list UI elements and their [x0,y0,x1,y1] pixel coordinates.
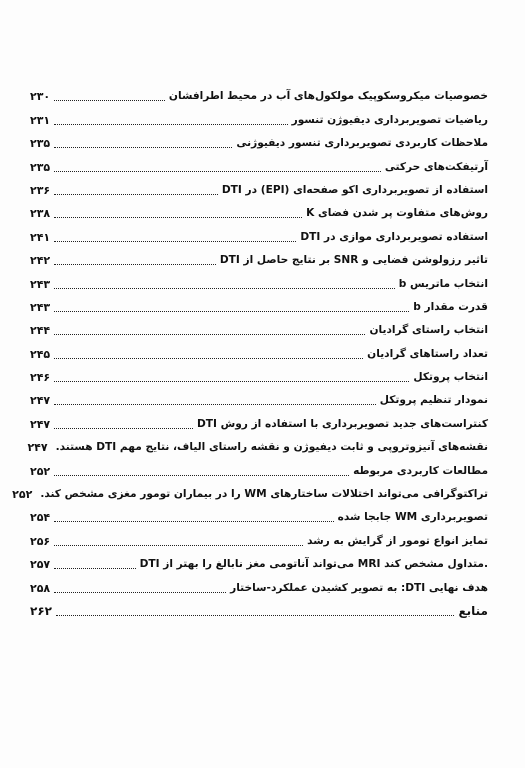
table-of-contents [12,84,488,622]
dot-leader [54,358,363,359]
toc-entry [30,84,488,107]
dot-leader [54,194,218,195]
toc-entry [12,482,488,505]
toc-entry [30,154,488,177]
toc-entry-title: تصویربرداری WM جابجا شده [337,511,488,524]
toc-entry-page: ۲۳۵ [30,160,51,174]
toc-entry [27,435,488,458]
toc-entry-page: ۲۴۷ [27,441,48,455]
toc-entry-title: ملاحظات کاربردی تصویربرداری تنسور دیفیوژنی [236,137,488,150]
toc-entry [30,341,488,364]
toc-entry-page: ۲۵۸ [30,581,51,595]
dot-leader [54,545,303,546]
toc-entry-page: ۲۵۶ [30,534,51,548]
toc-entry [30,224,488,247]
toc-entry-title: آرتیفکت‌های حرکتی [384,160,488,173]
toc-entry-page: ۲۵۲ [30,464,51,478]
toc-entry [30,365,488,388]
dot-leader [54,428,193,429]
toc-entry-page: ۲۵۲ [12,488,33,502]
toc-entry-title: تاثیر رزولوشن فضایی و SNR بر نتایج حاصل از DTI [219,254,488,267]
toc-entry-page: ۲۴۳ [30,277,51,291]
toc-entry-title: هدف نهایی DTI: به تصویر کشیدن عملکرد-ساختار [230,581,488,594]
dot-leader [54,171,381,172]
toc-entry [30,131,488,154]
toc-entry [30,388,488,411]
dot-leader [54,124,288,125]
toc-entry-title: استفاده از تصویربرداری اکو صفحه‌ای (EPI) در DTI [221,183,488,196]
toc-entry [30,201,488,224]
dot-leader [54,521,333,522]
toc-entry-title: تمایز انواع تومور از گرایش به رشد [307,534,488,547]
toc-entry [30,411,488,434]
toc-entry-title: تراکتوگرافی می‌تواند اختلالات ساختارهای WM را در بیماران تومور مغزی مشخص کند. [40,488,488,501]
toc-entry-page: ۲۳۰ [30,90,51,104]
toc-entry [30,552,488,575]
toc-entry-title: استفاده تصویربرداری موازی در DTI [300,230,488,243]
toc-entry-page: ۲۴۷ [30,394,51,408]
toc-entry-page: ۲۵۷ [30,558,51,572]
toc-entry-title: DTI می‌تواند آناتومی مغز نابالغ را بهتر از MRI متداول مشخص کند. [139,558,488,571]
dot-leader [54,475,349,476]
toc-entry [30,248,488,271]
toc-entry-page: ۲۴۲ [30,254,51,268]
toc-entry-title: نمودار تنظیم پروتکل [379,394,488,407]
dot-leader [54,100,165,101]
dot-leader [54,404,376,405]
toc-entry-title: انتخاب پروتکل [413,371,488,384]
toc-entry-title: ریاضیات تصویربرداری دیفیوژن تنسور [291,113,488,126]
toc-entry-title: منابع [458,603,488,618]
toc-entry [30,295,488,318]
toc-entry-title: مطالعات کاربردی مربوطه [353,464,488,477]
toc-entry-page: ۲۴۱ [30,230,51,244]
toc-entry-title: کنتراست‌های جدید تصویربرداری با استفاده از روش DTI [196,417,488,430]
dot-leader [54,311,409,312]
dot-leader [54,568,135,569]
toc-entry-title: خصوصیات میکروسکوپیک مولکول‌های آب در محیط اطرافشان [168,90,488,103]
dot-leader [54,264,216,265]
toc-entry [30,271,488,294]
dot-leader [56,615,454,616]
dot-leader [54,334,365,335]
toc-entry [30,107,488,130]
toc-entry-page: ۲۵۴ [30,511,51,525]
toc-entry-title: تعداد راستاهای گرادیان [367,347,488,360]
dot-leader [54,381,409,382]
toc-entry-title: قدرت مقدار b [413,300,488,313]
toc-entry [30,318,488,341]
toc-entry [30,575,488,598]
toc-entry-title: انتخاب راستای گرادیان [369,324,488,337]
toc-entry-page: ۲۴۳ [30,300,51,314]
dot-leader [54,147,232,148]
toc-entry-title: روش‌های متفاوت پر شدن فضای K [306,207,488,220]
toc-entry-page: ۲۶۲ [30,603,52,618]
toc-entry-sources [30,599,488,622]
toc-entry-page: ۲۴۷ [30,417,51,431]
toc-entry-page: ۲۴۶ [30,371,51,385]
toc-entry-page: ۲۳۱ [30,113,51,127]
toc-entry-title: نقشه‌های آنیزوتروپی و ثابت دیفیوژن و نقشه راستای الیاف، نتایج مهم DTI هستند. [55,441,488,454]
toc-entry [30,505,488,528]
dot-leader [54,288,395,289]
toc-entry-title: انتخاب ماتریس b [398,277,488,290]
toc-entry-page: ۲۳۵ [30,137,51,151]
toc-entry-page: ۲۳۸ [30,207,51,221]
toc-entry [30,458,488,481]
toc-entry [30,178,488,201]
toc-entry [30,528,488,551]
dot-leader [54,217,302,218]
toc-entry-page: ۲۴۴ [30,324,51,338]
toc-entry-page: ۲۳۶ [30,183,51,197]
dot-leader [54,592,226,593]
dot-leader [54,241,296,242]
toc-entry-page: ۲۴۵ [30,347,51,361]
